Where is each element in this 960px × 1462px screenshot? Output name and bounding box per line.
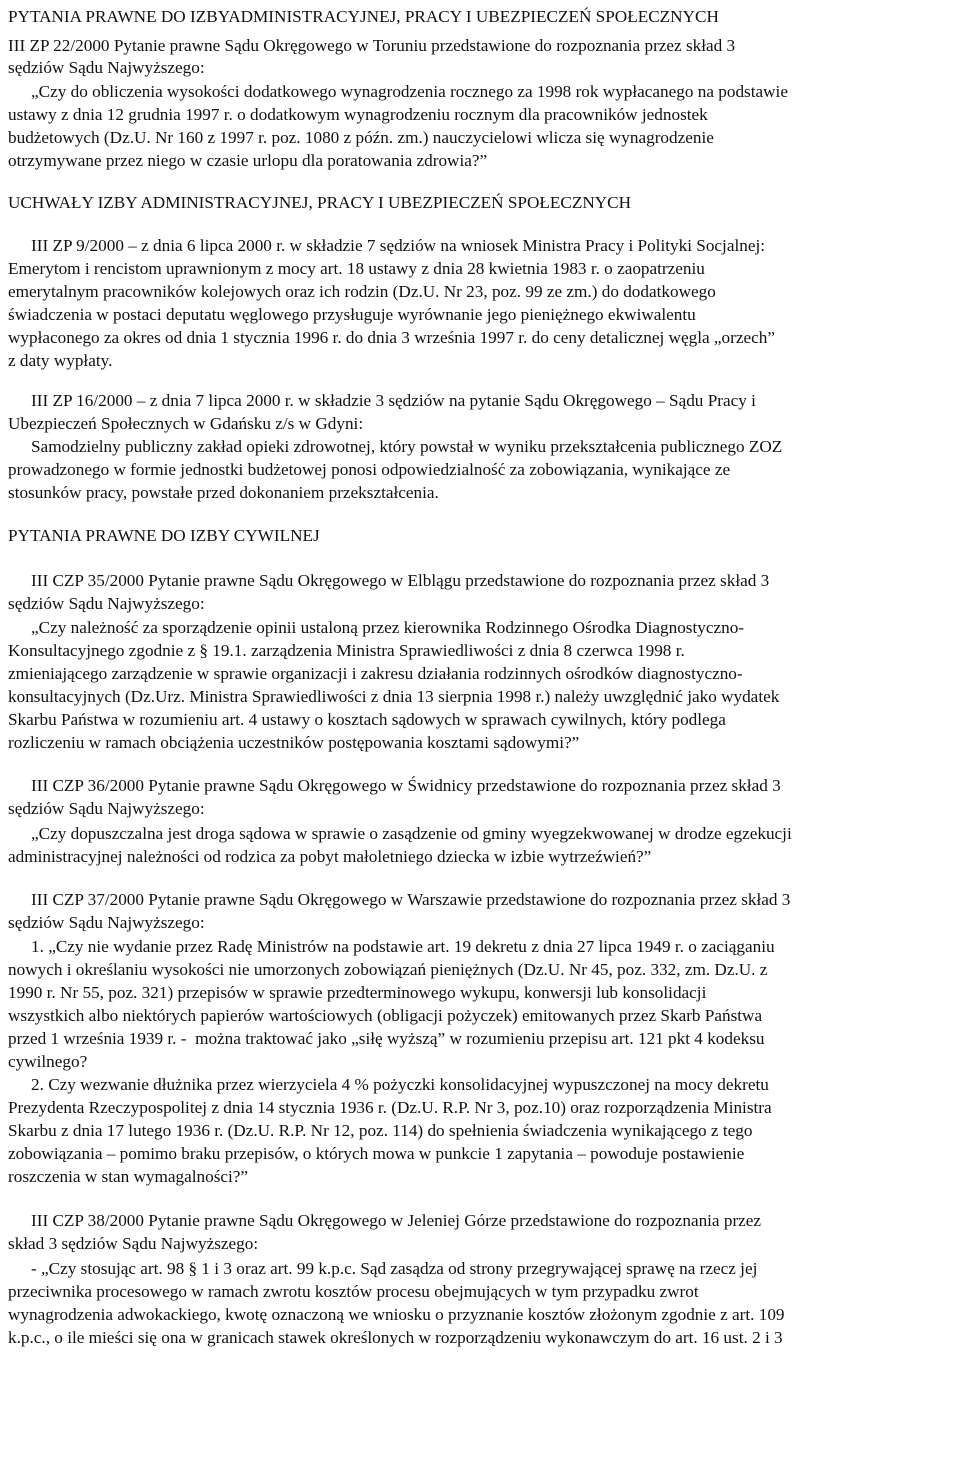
resolution-text: wypłaconego za okres od dnia 1 stycznia 1996 r. do dnia 3 września 1997 r. do ceny detalicznej węgla „orzech” — [8, 328, 775, 347]
question-text: „Czy należność za sporządzenie opinii ustaloną przez kierownika Rodzinnego Ośrodka Diagnostyczno- — [31, 618, 745, 637]
resolution-heading-iii-zp-16-2000: III ZP 16/2000 – z dnia 7 lipca 2000 r. w składzie 3 sędziów na pytanie Sądu Okręgowego – Sądu Pracy i — [31, 391, 756, 410]
case-heading-iii-zp-22-2000: III ZP 22/2000 Pytanie prawne Sądu Okręgowego w Toruniu przedstawione do rozpoznania przez skład 3 — [8, 36, 736, 55]
question-text: „Czy do obliczenia wysokości dodatkowego wynagrodzenia rocznego za 1998 rok wypłacanego na podstawie — [31, 82, 788, 101]
section-heading-civil-questions: PYTANIA PRAWNE DO IZBY CYWILNEJ — [8, 526, 320, 545]
question-text: wynagrodzenia adwokackiego, kwotę oznaczoną we wniosku o przyznanie kosztów złożonym zgodnie z art. 109 — [8, 1305, 785, 1324]
text-line: skład 3 sędziów Sądu Najwyższego: — [8, 1234, 259, 1253]
question-text: nowych i określaniu wysokości nie umorzonych zobowiązań pieniężnych (Dz.U. Nr 45, poz. 332, zm. Dz.U. z — [8, 960, 768, 979]
question-text: zmieniającego zarządzenie w sprawie organizacji i zakresu działania rodzinnych ośrodków diagnostyczno- — [8, 664, 743, 683]
question-text: 1. „Czy nie wydanie przez Radę Ministrów na podstawie art. 19 dekretu z dnia 27 lipca 1949 r. o zaciąganiu — [31, 937, 775, 956]
text-line: sędziów Sądu Najwyższego: — [8, 799, 205, 818]
text-line: sędziów Sądu Najwyższego: — [8, 594, 205, 613]
question-text: „Czy dopuszczalna jest droga sądowa w sprawie o zasądzenie od gminy wyegzekwowanej w drodze egzekucji — [31, 824, 792, 843]
case-heading-iii-czp-36-2000: III CZP 36/2000 Pytanie prawne Sądu Okręgowego w Świdnicy przedstawione do rozpoznania przez skład 3 — [31, 776, 781, 795]
section-heading-admin-questions: PYTANIA PRAWNE DO IZBYADMINISTRACYJNEJ, PRACY I UBEZPIECZEŃ SPOŁECZNYCH — [8, 7, 719, 26]
question-text: Skarbu z dnia 17 lutego 1936 r. (Dz.U. R.P. Nr 12, poz. 114) do spełnienia świadczenia wynikającego z tego — [8, 1121, 753, 1140]
question-text: 1990 r. Nr 55, poz. 321) przepisów w sprawie przedterminowego wykupu, konwersji lub konsolidacji — [8, 983, 707, 1002]
question-text: roszczenia w stan wymagalności?” — [8, 1167, 249, 1186]
resolution-text: Emerytom i rencistom uprawnionym z mocy art. 18 ustawy z dnia 28 kwietnia 1983 r. o zaopatrzeniu — [8, 259, 705, 278]
question-text: k.p.c., o ile mieści się ona w granicach stawek określonych w rozporządzeniu wykonawczym do art. 16 ust. 2 i 3 — [8, 1328, 783, 1347]
question-text: przeciwnika procesowego w ramach zwrotu kosztów procesu obejmujących w tym przypadku zwrot — [8, 1282, 699, 1301]
question-text: wszystkich albo niektórych papierów wartościowych (obligacji pożyczek) emitowanych przez Skarb Państwa — [8, 1006, 763, 1025]
resolution-text: prowadzonego w formie jednostki budżetowej ponosi odpowiedzialność za zobowiązania, wynikające ze — [8, 460, 731, 479]
question-text: cywilnego? — [8, 1052, 88, 1071]
resolution-text: stosunków pracy, powstałe przed dokonaniem przekształcenia. — [8, 483, 439, 502]
resolution-text: świadczenia w postaci deputatu węglowego przysługuje wyrównanie jego pieniężnego ekwiwalentu — [8, 305, 696, 324]
question-text: administracyjnej należności od rodzica za pobyt małoletniego dziecka w izbie wytrzeźwień?” — [8, 847, 652, 866]
resolution-text: Samodzielny publiczny zakład opieki zdrowotnej, który powstał w wyniku przekształcenia publicznego ZOZ — [31, 437, 783, 456]
question-text: rozliczeniu w ramach obciążenia uczestników postępowania kosztami sądowymi?” — [8, 733, 580, 752]
resolution-heading-iii-zp-9-2000: III ZP 9/2000 – z dnia 6 lipca 2000 r. w składzie 7 sędziów na wniosek Ministra Pracy i Polityki Socjalnej: — [31, 236, 766, 255]
question-text: Prezydenta Rzeczypospolitej z dnia 14 stycznia 1936 r. (Dz.U. R.P. Nr 3, poz.10) oraz rozporządzenia Ministra — [8, 1098, 772, 1117]
case-heading-iii-czp-37-2000: III CZP 37/2000 Pytanie prawne Sądu Okręgowego w Warszawie przedstawione do rozpoznania przez skład 3 — [31, 890, 791, 909]
question-text: budżetowych (Dz.U. Nr 160 z 1997 r. poz. 1080 z późn. zm.) nauczycielowi wlicza się wynagrodzenie — [8, 128, 714, 147]
resolution-text: Ubezpieczeń Społecznych w Gdańsku z/s w Gdyni: — [8, 414, 364, 433]
case-heading-iii-czp-35-2000: III CZP 35/2000 Pytanie prawne Sądu Okręgowego w Elblągu przedstawione do rozpoznania przez skład 3 — [31, 571, 770, 590]
resolution-text: z daty wypłaty. — [8, 351, 113, 370]
question-text: przed 1 września 1939 r. - można traktować jako „siłę wyższą” w rozumieniu przepisu art. 121 pkt 4 kodeksu — [8, 1029, 765, 1048]
question-text: ustawy z dnia 12 grudnia 1997 r. o dodatkowym wynagrodzeniu rocznym dla pracowników jednostek — [8, 105, 708, 124]
text-line: sędziów Sądu Najwyższego: — [8, 913, 205, 932]
question-text: - „Czy stosując art. 98 § 1 i 3 oraz art. 99 k.p.c. Sąd zasądza od strony przegrywającej sprawę na rzecz jej — [31, 1259, 758, 1278]
question-text: zobowiązania – pomimo braku przepisów, o których mowa w punkcie 1 zapytania – powoduje postawienie — [8, 1144, 745, 1163]
resolution-text: emerytalnym pracowników kolejowych oraz ich rodzin (Dz.U. Nr 23, poz. 99 ze zm.) do dodatkowego — [8, 282, 716, 301]
question-text: konsultacyjnych (Dz.Urz. Ministra Sprawiedliwości z dnia 13 sierpnia 1998 r.) należy uwzględnić jako wydatek — [8, 687, 780, 706]
question-text: otrzymywane przez niego w czasie urlopu dla poratowania zdrowia?” — [8, 151, 488, 170]
text-line: sędziów Sądu Najwyższego: — [8, 58, 205, 77]
question-text: Skarbu Państwa w rozumieniu art. 4 ustawy o kosztach sądowych w sprawach cywilnych, który podlega — [8, 710, 726, 729]
section-heading-admin-resolutions: UCHWAŁY IZBY ADMINISTRACYJNEJ, PRACY I UBEZPIECZEŃ SPOŁECZNYCH — [8, 193, 632, 212]
case-heading-iii-czp-38-2000: III CZP 38/2000 Pytanie prawne Sądu Okręgowego w Jeleniej Górze przedstawione do rozpoznania przez — [31, 1211, 762, 1230]
question-text: 2. Czy wezwanie dłużnika przez wierzyciela 4 % pożyczki konsolidacyjnej wypuszczonej na mocy dekretu — [31, 1075, 769, 1094]
question-text: Konsultacyjnego zgodnie z § 19.1. zarządzenia Ministra Sprawiedliwości z dnia 8 czerwca 1998 r. — [8, 641, 685, 660]
